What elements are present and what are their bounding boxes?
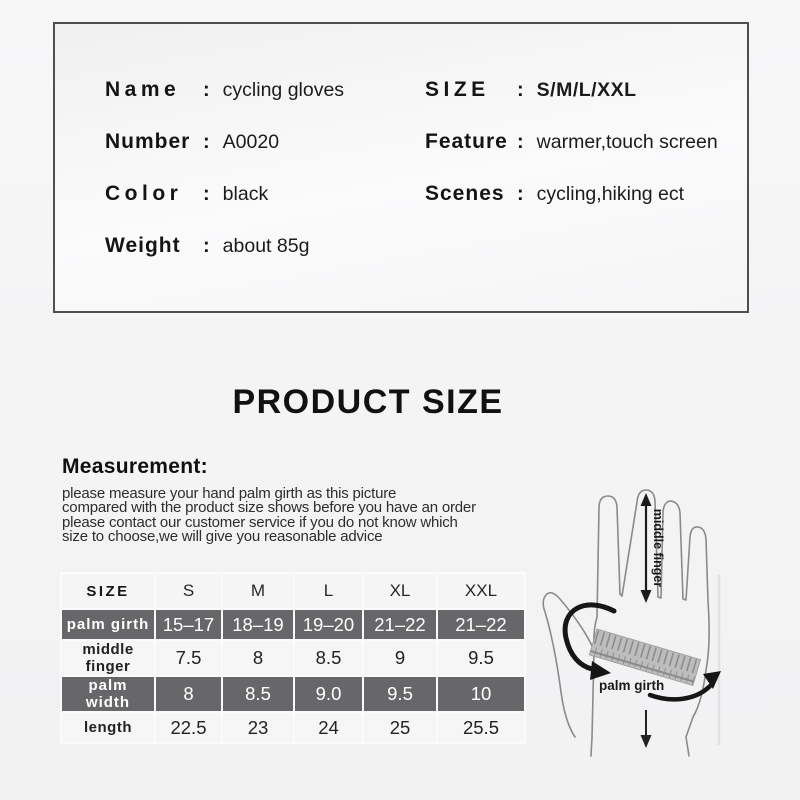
spec-label-size: SIZE	[425, 78, 490, 101]
measurement-paragraph	[62, 487, 476, 545]
spec-label-weight: Weight	[105, 234, 181, 257]
spec-colon: :	[203, 130, 210, 153]
size-table-header-m: M	[223, 574, 293, 608]
size-table-cell: 8	[156, 677, 221, 711]
size-table-cell: 15–17	[156, 610, 221, 639]
spec-label-name: Name	[105, 78, 181, 101]
size-table-row-label: middle finger	[62, 641, 154, 675]
size-table-cell: 25	[364, 713, 436, 742]
spec-value-size: S/M/L/XXL	[536, 78, 637, 101]
size-table-header-row	[62, 574, 524, 608]
size-table-cell: 7.5	[156, 641, 221, 675]
spec-column-right	[425, 64, 718, 220]
spec-row-scenes	[425, 168, 718, 220]
size-table-cell: 22.5	[156, 713, 221, 742]
size-table-cell: 18–19	[223, 610, 293, 639]
size-table-cell: 21–22	[364, 610, 436, 639]
spec-colon: :	[203, 182, 210, 205]
size-table-cell: 19–20	[295, 610, 362, 639]
size-table-cell: 9.5	[438, 641, 524, 675]
spec-value-scenes: cycling,hiking ect	[536, 182, 685, 205]
size-table-header-s: S	[156, 574, 221, 608]
size-table-row-label: length	[62, 713, 154, 742]
size-table-cell: 8.5	[223, 677, 293, 711]
hand-measurement-diagram	[535, 460, 800, 760]
spec-row-color	[105, 168, 344, 220]
spec-label-number: Number	[105, 130, 191, 153]
spec-label-scenes: Scenes	[425, 182, 505, 205]
spec-colon: :	[517, 78, 524, 101]
spec-value-weight: about 85g	[222, 234, 310, 257]
spec-row-name	[105, 64, 344, 116]
spec-row-size	[425, 64, 718, 116]
size-table-header-size: SIZE	[62, 574, 154, 608]
spec-value-number: A0020	[222, 130, 280, 153]
spec-row-feature	[425, 116, 718, 168]
measurement-line: please contact our customer service if you do not know which	[62, 513, 458, 531]
spec-colon: :	[203, 234, 210, 257]
size-table-row-palm-girth	[62, 610, 524, 639]
product-size-title: PRODUCT SIZE	[232, 383, 504, 421]
size-table-row-palm-width	[62, 677, 524, 711]
middle-finger-arrow	[641, 493, 652, 603]
size-table-cell: 21–22	[438, 610, 524, 639]
palm-girth-label: palm girth	[599, 678, 665, 693]
size-table-header-l: L	[295, 574, 362, 608]
size-table-row-middle-finger	[62, 641, 524, 675]
spec-row-weight	[105, 220, 344, 272]
measurement-line: size to choose,we will give you reasonable advice	[62, 528, 383, 546]
size-table-cell: 8	[223, 641, 293, 675]
measurement-heading: Measurement:	[62, 455, 208, 478]
spec-column-left	[105, 64, 344, 272]
size-table-cell: 8.5	[295, 641, 362, 675]
size-table-row-label: palm girth	[62, 610, 154, 639]
size-table-header-xl: XL	[364, 574, 436, 608]
size-table-cell: 24	[295, 713, 362, 742]
spec-colon: :	[517, 130, 524, 153]
size-table-cell: 23	[223, 713, 293, 742]
size-table	[60, 572, 526, 744]
spec-row-number	[105, 116, 344, 168]
spec-label-color: Color	[105, 182, 183, 205]
length-arrow	[641, 710, 652, 748]
measurement-line: please measure your hand palm girth as this picture	[62, 485, 397, 502]
size-table-header-xxl: XXL	[438, 574, 524, 608]
spec-colon: :	[203, 78, 210, 101]
spec-value-color: black	[222, 182, 269, 205]
size-table-cell: 10	[438, 677, 524, 711]
size-table-row-label: palm width	[62, 677, 154, 711]
size-table-row-length	[62, 713, 524, 742]
spec-value-feature: warmer,touch screen	[536, 130, 718, 153]
spec-colon: :	[517, 182, 524, 205]
middle-finger-label: middle finger	[651, 508, 665, 588]
measurement-line: compared with the product size shows before you have an order	[62, 499, 476, 517]
spec-label-feature: Feature	[425, 130, 508, 153]
spec-box	[53, 22, 749, 313]
size-table-cell: 25.5	[438, 713, 524, 742]
size-table-cell: 9.5	[364, 677, 436, 711]
size-table-cell: 9	[364, 641, 436, 675]
spec-value-name: cycling gloves	[222, 78, 345, 101]
size-table-cell: 9.0	[295, 677, 362, 711]
